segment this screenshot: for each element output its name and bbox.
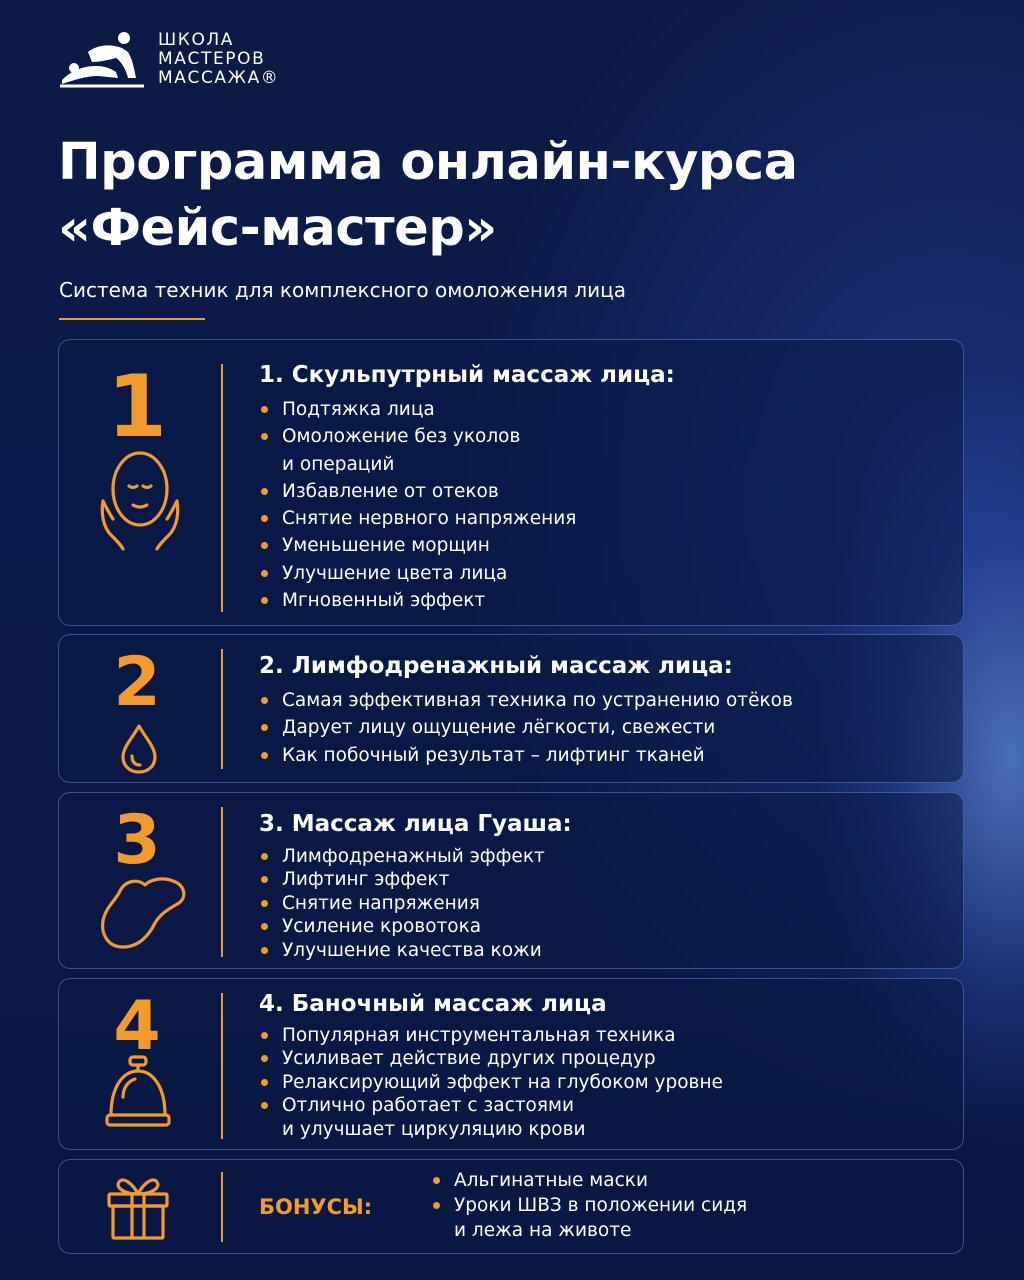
module-heading: 4. Баночный массаж лица — [259, 991, 607, 1017]
title-line-1: Программа онлайн-курса — [58, 133, 798, 192]
list-item: Уроки ШВЗ в положении сидя — [431, 1193, 747, 1218]
brand-line-1: ШКОЛА — [158, 29, 235, 50]
list-item: Усиливает действие других процедур — [259, 1047, 723, 1070]
list-item: Подтяжка лица — [259, 396, 576, 423]
module-items — [259, 396, 576, 614]
list-item: Самая эффективная техника по устранению отёков — [259, 687, 793, 714]
page-subtitle: Система техник для комплексного омоложения лица — [59, 278, 626, 302]
list-item: Дарует лицу ощущение лёгкости, свежести — [259, 714, 793, 741]
massage-logo-icon — [58, 28, 146, 90]
list-item: Альгинатные маски — [431, 1168, 747, 1193]
module-heading: 3. Массаж лица Гуаша: — [259, 811, 572, 837]
brand-logo — [58, 28, 279, 90]
module-card-3 — [58, 792, 964, 969]
card-divider — [221, 807, 223, 957]
gua-sha-stone-icon — [99, 873, 191, 951]
brand-line-2: МАСТЕРОВ — [158, 48, 266, 69]
card-divider — [221, 993, 223, 1139]
module-items — [259, 1024, 723, 1141]
list-item: Избавление от отеков — [259, 478, 576, 505]
brand-line-3: МАССАЖА® — [158, 67, 280, 88]
module-number: 3 — [113, 801, 161, 880]
module-card-4 — [58, 978, 964, 1150]
card-divider — [221, 364, 223, 612]
list-item: Популярная инструментальная техника — [259, 1024, 723, 1047]
module-items — [259, 687, 793, 769]
list-item-continuation: и операций — [282, 453, 395, 475]
title-line-2: «Фейс-мастер» — [58, 199, 497, 258]
bonus-label: БОНУСЫ: — [259, 1195, 373, 1219]
brand-name — [158, 31, 279, 88]
module-number: 1 — [107, 357, 167, 457]
list-item: Уменьшение морщин — [259, 532, 576, 559]
massage-cup-icon — [103, 1053, 173, 1133]
list-item: Улучшение цвета лица — [259, 560, 576, 587]
list-item: Как побочный результат – лифтинг тканей — [259, 742, 793, 769]
bonus-items — [431, 1168, 747, 1243]
list-item: Улучшение качества кожи — [259, 939, 545, 962]
list-item: Омоложение без уколов — [259, 423, 576, 450]
list-item: Снятие напряжения — [259, 892, 545, 915]
module-items — [259, 845, 545, 962]
list-item: Отлично работает с застоями — [259, 1094, 723, 1117]
list-item: Снятие нервного напряжения — [259, 505, 576, 532]
list-item: Лимфодренажный эффект — [259, 845, 545, 868]
card-divider — [221, 1172, 223, 1242]
bonus-card — [58, 1159, 964, 1254]
module-number: 2 — [113, 643, 161, 722]
face-hands-icon — [97, 447, 183, 551]
module-heading: 1. Скульпутрный массаж лица: — [259, 362, 675, 388]
page-title — [58, 130, 798, 262]
card-divider — [221, 649, 223, 769]
gift-icon — [105, 1172, 171, 1242]
list-item: Усиление кровотока — [259, 915, 545, 938]
list-item-continuation: и лежа на животе — [454, 1220, 632, 1241]
module-heading: 2. Лимфодренажный массаж лица: — [259, 653, 733, 679]
water-drop-icon — [119, 723, 159, 775]
list-item: Релаксирующий эффект на глубоком уровне — [259, 1071, 723, 1094]
module-card-2 — [58, 634, 964, 783]
module-number: 4 — [113, 987, 161, 1066]
accent-underline — [59, 318, 205, 320]
list-item: Мгновенный эффект — [259, 587, 576, 614]
list-item: Лифтинг эффект — [259, 868, 545, 891]
list-item-continuation: и улучшает циркуляцию крови — [282, 1118, 586, 1140]
module-card-1 — [58, 339, 964, 626]
